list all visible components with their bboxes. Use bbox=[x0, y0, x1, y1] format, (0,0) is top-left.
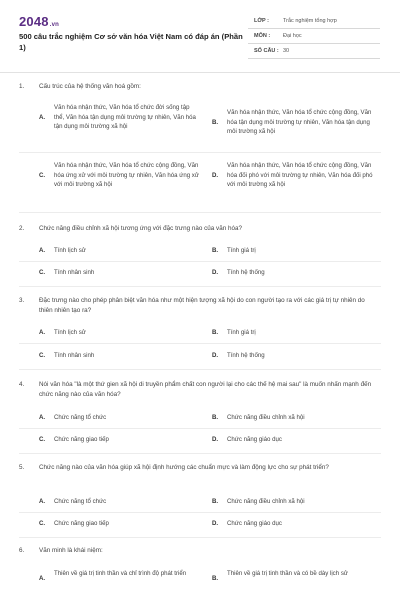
option-text: Văn hóa nhận thức, Văn hóa tổ chức đời sống tập thể, Văn hóa tận dụng môi trường tự nhiên, Văn hóa tận dụng môi trường xã hội bbox=[54, 104, 196, 131]
option-text: Chức năng giao tiếp bbox=[54, 520, 109, 527]
question-text: Chức năng nào của văn hóa giúp xã hội định hướng các chuẩn mực và làm động lực cho sự phát triển? bbox=[39, 464, 329, 471]
option-letter: D. bbox=[212, 269, 219, 276]
option-letter: A. bbox=[39, 247, 46, 254]
meta-value: Trắc nghiệm tổng hợp bbox=[283, 18, 337, 24]
option-letter: A. bbox=[39, 498, 46, 505]
option-letter: A. bbox=[39, 329, 46, 336]
question-text: Văn minh là khái niệm: bbox=[39, 547, 103, 554]
option-text: Tính hệ thống bbox=[227, 352, 265, 359]
meta-key: SỐ CÂU : bbox=[254, 48, 279, 54]
row-divider bbox=[19, 261, 381, 262]
option-text: Chức năng giáo dục bbox=[227, 436, 282, 443]
question-text: Cấu trúc của hệ thống văn hoá gồm: bbox=[39, 83, 141, 90]
option-letter: C. bbox=[39, 520, 46, 527]
option-letter: B. bbox=[212, 329, 219, 336]
option-text: Chức năng giao tiếp bbox=[54, 436, 109, 443]
option-letter: A. bbox=[39, 114, 46, 121]
option-text: Tính lịch sử bbox=[54, 247, 86, 254]
row-divider bbox=[19, 428, 381, 429]
meta-key: MÔN : bbox=[254, 33, 271, 39]
question-number: 4. bbox=[19, 381, 25, 388]
option-text: Chức năng điều chỉnh xã hội bbox=[227, 498, 305, 505]
option-text: Tính lịch sử bbox=[54, 329, 86, 336]
option-letter: B. bbox=[212, 414, 219, 421]
question-number: 3. bbox=[19, 297, 25, 304]
question-text: Chức năng điều chỉnh xã hội tương ứng với đặc trưng nào của văn hóa? bbox=[39, 225, 242, 232]
option-letter: C. bbox=[39, 269, 46, 276]
meta-row-class bbox=[248, 14, 380, 29]
option-letter: D. bbox=[212, 520, 219, 527]
option-text: Tính nhân sinh bbox=[54, 352, 95, 359]
question-text: Đặc trưng nào cho phép phân biệt văn hóa như một hiện tượng xã hội do con người tạo ra với các giá trị tự nhiên do thiên nhiên tạo ra? bbox=[39, 297, 365, 314]
document-header bbox=[0, 0, 400, 72]
option-letter: D. bbox=[212, 352, 219, 359]
option-text: Tính giá trị bbox=[227, 247, 256, 254]
option-text: Tính nhân sinh bbox=[54, 269, 95, 276]
option-text: Tính giá trị bbox=[227, 329, 256, 336]
question-number: 6. bbox=[19, 547, 25, 554]
question-divider bbox=[19, 453, 381, 454]
option-text: Thiên về giá trị tinh thần và chỉ trình độ phát triển bbox=[54, 570, 187, 577]
row-divider bbox=[19, 512, 381, 513]
option-text: Chức năng giáo dục bbox=[227, 520, 282, 527]
option-text: Chức năng tổ chức bbox=[54, 414, 107, 421]
option-letter: A. bbox=[39, 414, 46, 421]
meta-row-count bbox=[248, 44, 380, 59]
question-number: 1. bbox=[19, 83, 25, 90]
option-letter: A. bbox=[39, 575, 46, 582]
option-text: Thiên về giá trị tinh thần và có bề dày lịch sử bbox=[227, 570, 348, 577]
meta-value: 30 bbox=[283, 48, 290, 54]
question-divider bbox=[19, 286, 381, 287]
option-letter: D. bbox=[212, 436, 219, 443]
question-number: 5. bbox=[19, 464, 25, 471]
meta-value: Đại học bbox=[283, 33, 302, 39]
option-letter: B. bbox=[212, 247, 219, 254]
row-divider bbox=[19, 152, 381, 153]
option-text: Chức năng điều chỉnh xã hội bbox=[227, 414, 305, 421]
question-divider bbox=[19, 537, 381, 538]
option-letter: B. bbox=[212, 498, 219, 505]
option-text: Tính hệ thống bbox=[227, 269, 265, 276]
option-letter: B. bbox=[212, 119, 219, 126]
question-text: Nói văn hóa "là một thứ gien xã hội di truyền phẩm chất con người lại cho các thế hệ mai sau" là muốn nhấn mạnh đến chức năng nào của văn hóa? bbox=[39, 381, 372, 398]
question-number: 2. bbox=[19, 225, 25, 232]
question-divider bbox=[19, 212, 381, 213]
header-divider bbox=[0, 72, 400, 73]
option-text: Văn hóa nhận thức, Văn hóa tổ chức cộng đồng, Văn hóa ứng xử với môi trường tự nhiên, Văn hóa ứng xử với môi trường xã hội bbox=[54, 162, 199, 189]
meta-table bbox=[248, 14, 380, 59]
option-letter: C. bbox=[39, 436, 46, 443]
option-text: Văn hóa nhận thức, Văn hóa tổ chức cộng đồng, Văn hóa tận dụng môi trường tự nhiên, Văn hóa tận dụng môi trường xã hội bbox=[227, 109, 372, 136]
question-divider bbox=[19, 369, 381, 370]
option-letter: B. bbox=[212, 575, 219, 582]
option-text: Văn hóa nhận thức, Văn hóa tổ chức cộng đồng, Văn hóa đối phó với môi trường tự nhiên, Văn hóa đối phó với môi trường xã hội bbox=[227, 162, 373, 189]
document-title: 500 câu trắc nghiệm Cơ sở văn hóa Việt Nam có đáp án (Phần 1) bbox=[19, 32, 243, 52]
row-divider bbox=[19, 343, 381, 344]
meta-row-subject bbox=[248, 29, 380, 44]
option-text: Chức năng tổ chức bbox=[54, 498, 107, 505]
option-letter: D. bbox=[212, 172, 219, 179]
option-letter: C. bbox=[39, 352, 46, 359]
option-letter: C. bbox=[39, 172, 46, 179]
site-logo[interactable]: 2048.vn bbox=[19, 14, 60, 29]
meta-key: LỚP : bbox=[254, 18, 269, 24]
